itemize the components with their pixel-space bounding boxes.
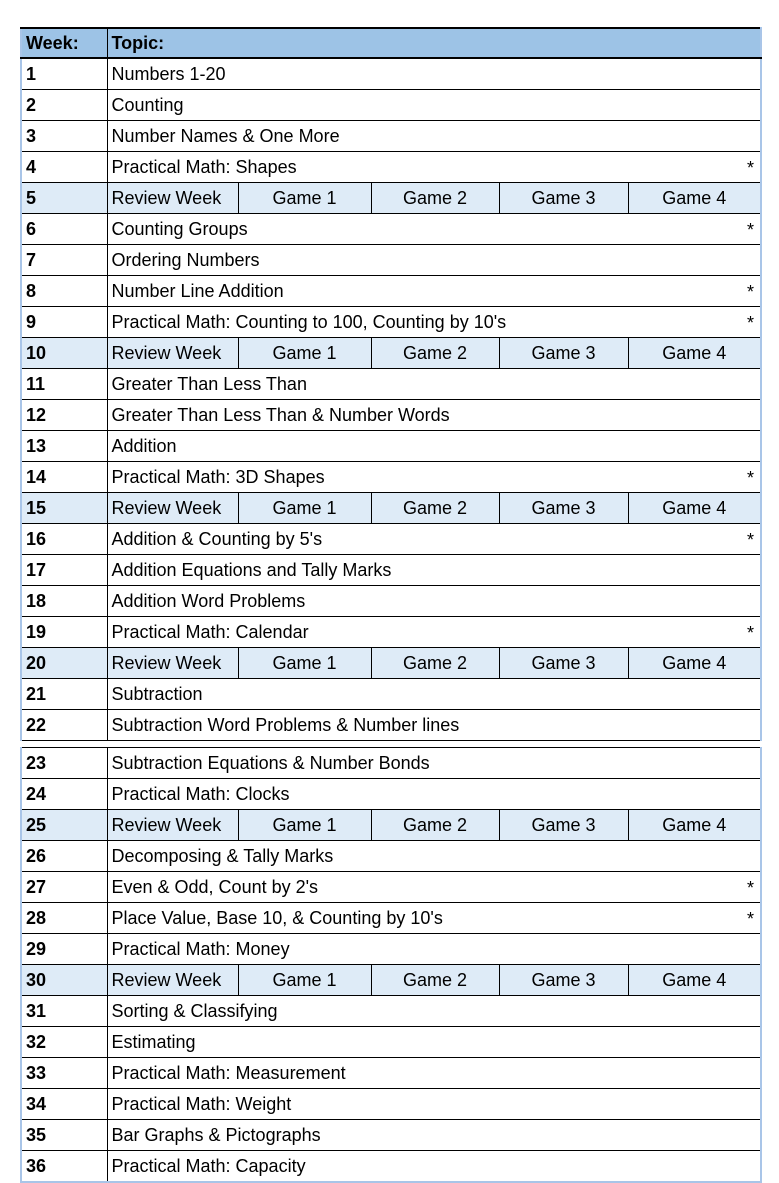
week-number-cell: 25 (21, 810, 107, 841)
topic-row (21, 586, 761, 617)
page-break-spacer-cell (21, 741, 761, 748)
review-week-row (21, 965, 761, 996)
review-week-cell: Review Week (107, 648, 238, 679)
topic-cell (107, 90, 761, 121)
game-2-cell: Game 2 (371, 810, 499, 841)
topic-cell (107, 524, 761, 555)
topic-row (21, 555, 761, 586)
topic-cell (107, 431, 761, 462)
week-number-cell: 5 (21, 183, 107, 214)
week-number-cell: 28 (21, 903, 107, 934)
topic-text: Estimating (111, 1031, 196, 1052)
topic-cell (107, 214, 761, 245)
topic-text: Practical Math: Capacity (111, 1155, 306, 1176)
game-2-cell: Game 2 (371, 183, 499, 214)
week-number-cell: 14 (21, 462, 107, 493)
week-number-cell: 32 (21, 1027, 107, 1058)
week-number-cell: 35 (21, 1120, 107, 1151)
curriculum-schedule-table (20, 27, 762, 1183)
topic-text: Decomposing & Tally Marks (111, 845, 334, 866)
review-week-cell: Review Week (107, 183, 238, 214)
topic-cell (107, 307, 761, 338)
game-3-cell: Game 3 (499, 810, 628, 841)
topic-text: Subtraction Word Problems & Number lines (111, 714, 460, 735)
game-4-cell: Game 4 (628, 810, 761, 841)
topic-cell (107, 121, 761, 152)
topic-row (21, 58, 761, 90)
topic-text: Practical Math: Weight (111, 1093, 292, 1114)
week-number-cell: 36 (21, 1151, 107, 1183)
game-3-cell: Game 3 (499, 338, 628, 369)
topic-text: Practical Math: Clocks (111, 783, 290, 804)
week-number-cell: 23 (21, 748, 107, 779)
game-4-cell: Game 4 (628, 648, 761, 679)
header-row (21, 28, 761, 58)
game-3-cell: Game 3 (499, 648, 628, 679)
topic-row (21, 121, 761, 152)
topic-row (21, 748, 761, 779)
week-number-cell: 4 (21, 152, 107, 183)
review-week-row (21, 810, 761, 841)
topic-row (21, 679, 761, 710)
week-number-cell: 2 (21, 90, 107, 121)
topic-cell (107, 245, 761, 276)
topic-row (21, 462, 761, 493)
topic-cell (107, 1120, 761, 1151)
asterisk-marker: * (747, 622, 755, 643)
topic-cell (107, 462, 761, 493)
topic-text: Practical Math: 3D Shapes (111, 466, 325, 487)
topic-row (21, 710, 761, 741)
asterisk-marker: * (747, 219, 755, 240)
week-number-cell: 12 (21, 400, 107, 431)
asterisk-marker: * (747, 877, 755, 898)
topic-cell (107, 841, 761, 872)
topic-text: Subtraction (111, 683, 203, 704)
asterisk-marker: * (747, 529, 755, 550)
week-number-cell: 16 (21, 524, 107, 555)
topic-text: Number Names & One More (111, 125, 340, 146)
topic-row (21, 1058, 761, 1089)
week-number-cell: 19 (21, 617, 107, 648)
week-number-cell: 26 (21, 841, 107, 872)
topic-row (21, 779, 761, 810)
game-1-cell: Game 1 (238, 183, 371, 214)
topic-text: Subtraction Equations & Number Bonds (111, 752, 430, 773)
topic-text: Place Value, Base 10, & Counting by 10's (111, 907, 443, 928)
topic-row (21, 431, 761, 462)
topic-cell (107, 934, 761, 965)
week-number-cell: 24 (21, 779, 107, 810)
topic-text: Sorting & Classifying (111, 1000, 278, 1021)
game-4-cell: Game 4 (628, 965, 761, 996)
game-2-cell: Game 2 (371, 493, 499, 524)
week-column-header: Week: (21, 28, 107, 58)
topic-row (21, 214, 761, 245)
topic-cell (107, 617, 761, 648)
week-number-cell: 13 (21, 431, 107, 462)
topic-cell (107, 58, 761, 90)
week-number-cell: 33 (21, 1058, 107, 1089)
review-week-row (21, 183, 761, 214)
topic-cell (107, 903, 761, 934)
review-week-cell: Review Week (107, 338, 238, 369)
topic-text: Practical Math: Calendar (111, 621, 309, 642)
game-1-cell: Game 1 (238, 648, 371, 679)
week-number-cell: 6 (21, 214, 107, 245)
review-week-cell: Review Week (107, 810, 238, 841)
topic-row (21, 245, 761, 276)
week-number-cell: 20 (21, 648, 107, 679)
topic-text: Addition Equations and Tally Marks (111, 559, 392, 580)
game-4-cell: Game 4 (628, 183, 761, 214)
game-1-cell: Game 1 (238, 810, 371, 841)
topic-row (21, 1089, 761, 1120)
asterisk-marker: * (747, 467, 755, 488)
topic-row (21, 400, 761, 431)
review-week-row (21, 338, 761, 369)
topic-row (21, 369, 761, 400)
topic-text: Ordering Numbers (111, 249, 260, 270)
review-week-cell: Review Week (107, 493, 238, 524)
topic-text: Numbers 1-20 (111, 63, 226, 84)
topic-row (21, 872, 761, 903)
topic-text: Bar Graphs & Pictographs (111, 1124, 321, 1145)
topic-text: Practical Math: Shapes (111, 156, 297, 177)
topic-text: Counting (111, 94, 184, 115)
week-number-cell: 27 (21, 872, 107, 903)
topic-cell (107, 710, 761, 741)
topic-cell (107, 1058, 761, 1089)
week-number-cell: 22 (21, 710, 107, 741)
topic-cell (107, 996, 761, 1027)
topic-text: Counting Groups (111, 218, 248, 239)
week-number-cell: 18 (21, 586, 107, 617)
week-number-cell: 30 (21, 965, 107, 996)
game-4-cell: Game 4 (628, 493, 761, 524)
topic-cell (107, 555, 761, 586)
topic-text: Practical Math: Money (111, 938, 290, 959)
review-week-row (21, 493, 761, 524)
topic-row (21, 276, 761, 307)
asterisk-marker: * (747, 908, 755, 929)
topic-text: Practical Math: Counting to 100, Counting by 10's (111, 311, 507, 332)
week-number-cell: 8 (21, 276, 107, 307)
game-3-cell: Game 3 (499, 965, 628, 996)
topic-text: Greater Than Less Than & Number Words (111, 404, 450, 425)
topic-cell (107, 1151, 761, 1183)
asterisk-marker: * (747, 281, 755, 302)
topic-column-header: Topic: (107, 28, 761, 58)
game-1-cell: Game 1 (238, 493, 371, 524)
game-2-cell: Game 2 (371, 648, 499, 679)
week-number-cell: 3 (21, 121, 107, 152)
topic-cell (107, 779, 761, 810)
topic-row (21, 903, 761, 934)
topic-cell (107, 679, 761, 710)
topic-cell (107, 1089, 761, 1120)
topic-cell (107, 872, 761, 903)
topic-cell (107, 369, 761, 400)
topic-row (21, 90, 761, 121)
topic-row (21, 1120, 761, 1151)
review-week-row (21, 648, 761, 679)
topic-row (21, 524, 761, 555)
topic-row (21, 617, 761, 648)
review-week-cell: Review Week (107, 965, 238, 996)
topic-row (21, 996, 761, 1027)
game-3-cell: Game 3 (499, 183, 628, 214)
week-number-cell: 10 (21, 338, 107, 369)
topic-text: Number Line Addition (111, 280, 284, 301)
game-2-cell: Game 2 (371, 965, 499, 996)
topic-row (21, 841, 761, 872)
topic-cell (107, 1027, 761, 1058)
week-number-cell: 1 (21, 58, 107, 90)
week-number-cell: 29 (21, 934, 107, 965)
week-number-cell: 11 (21, 369, 107, 400)
topic-text: Practical Math: Measurement (111, 1062, 346, 1083)
page-break-spacer-row (21, 741, 761, 748)
topic-cell (107, 586, 761, 617)
asterisk-marker: * (747, 312, 755, 333)
week-number-cell: 9 (21, 307, 107, 338)
game-2-cell: Game 2 (371, 338, 499, 369)
topic-row (21, 934, 761, 965)
game-4-cell: Game 4 (628, 338, 761, 369)
game-1-cell: Game 1 (238, 338, 371, 369)
topic-text: Even & Odd, Count by 2's (111, 876, 319, 897)
topic-text: Addition (111, 435, 177, 456)
week-number-cell: 7 (21, 245, 107, 276)
topic-cell (107, 152, 761, 183)
week-number-cell: 15 (21, 493, 107, 524)
topic-text: Addition & Counting by 5's (111, 528, 323, 549)
topic-cell (107, 276, 761, 307)
topic-text: Addition Word Problems (111, 590, 306, 611)
topic-cell (107, 400, 761, 431)
topic-row (21, 307, 761, 338)
topic-row (21, 1027, 761, 1058)
topic-text: Greater Than Less Than (111, 373, 307, 394)
topic-row (21, 1151, 761, 1183)
week-number-cell: 31 (21, 996, 107, 1027)
topic-cell (107, 748, 761, 779)
week-number-cell: 34 (21, 1089, 107, 1120)
game-3-cell: Game 3 (499, 493, 628, 524)
topic-row (21, 152, 761, 183)
week-number-cell: 21 (21, 679, 107, 710)
week-number-cell: 17 (21, 555, 107, 586)
asterisk-marker: * (747, 157, 755, 178)
game-1-cell: Game 1 (238, 965, 371, 996)
